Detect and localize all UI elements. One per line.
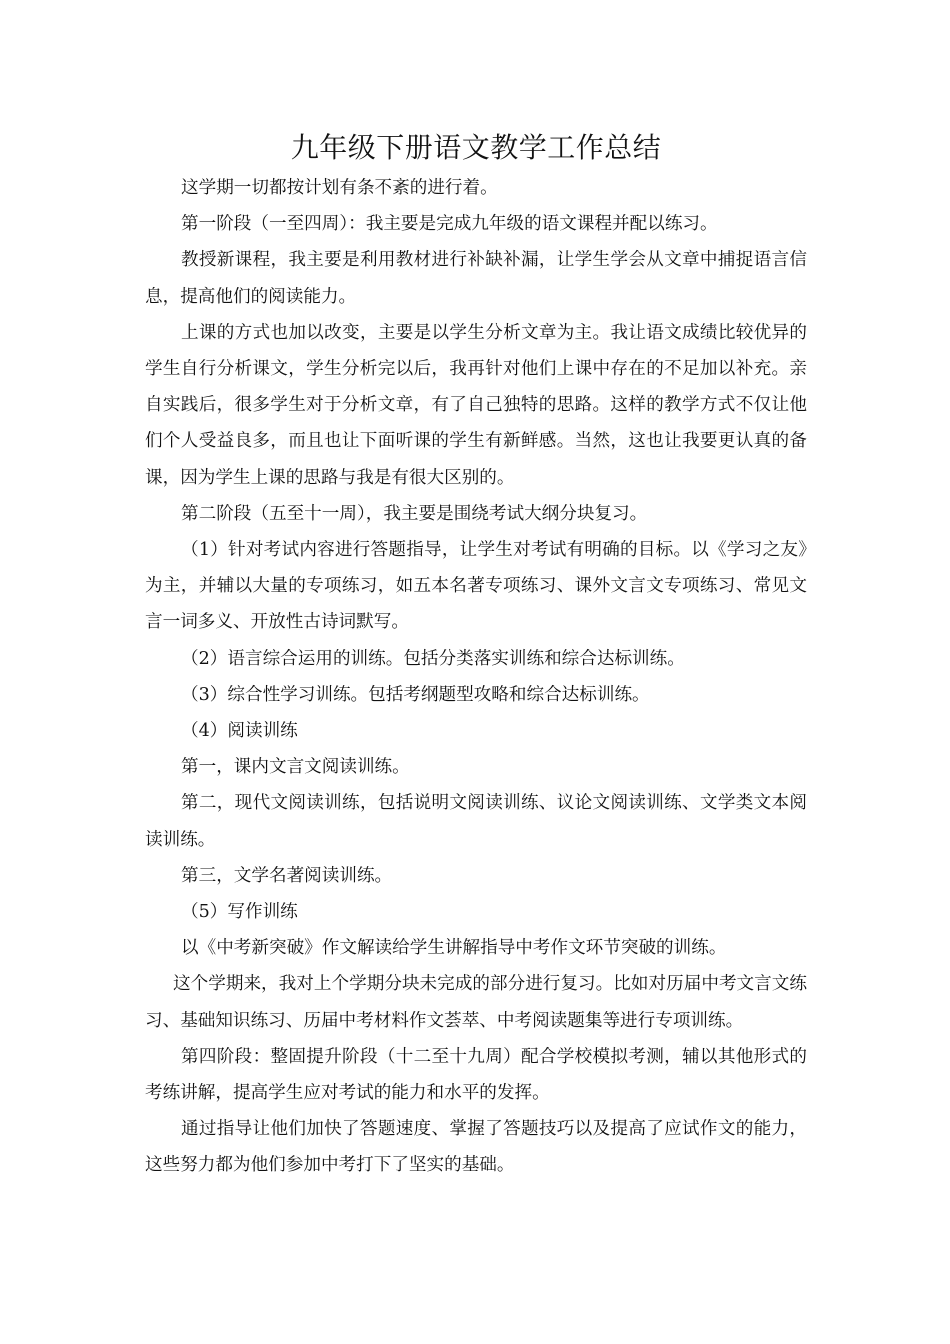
document-title: 九年级下册语文教学工作总结 [290,131,662,164]
paragraph-16: 第四阶段：整固提升阶段（十二至十九周）配合学校模拟考测，辅以其他形式的考练讲解，提高学生应对考试的能力和水平的发挥。 [145,1046,807,1104]
paragraph-17: 通过指导让他们加快了答题速度、掌握了答题技巧以及提高了应试作文的能力，这些努力都为他们参加中考打下了坚实的基础。 [145,1119,807,1176]
paragraph-13: （5）写作训练 [181,902,298,923]
paragraph-10: 第一，课内文言文阅读训练。 [181,757,410,778]
paragraph-4: 上课的方式也加以改变，主要是以学生分析文章为主。我让语文成绩比较优异的学生自行分析课文，学生分析完以后，我再针对他们上课中存在的不足加以补充。亲自实践后，很多学生对于分析文章，有了自己独特的思路。这样的教学方式不仅让他们个人受益良多，而且也让下面听课的学生有新鲜感。当然，这也让我要更认真的备课，因为学生上课的思路与我是有很大区别的。 [145,322,807,488]
paragraph-7: （2）语言综合运用的训练。包括分类落实训练和综合达标训练。 [181,648,685,669]
paragraph-6: （1）针对考试内容进行答题指导，让学生对考试有明确的目标。以《学习之友》为主，并辅以大量的专项练习，如五本名著专项练习、课外文言文专项练习、常见文言一词多义、开放性古诗词默写。 [145,540,807,633]
paragraph-12: 第三，文学名著阅读训练。 [181,865,393,886]
paragraph-2: 第一阶段（一至四周）：我主要是完成九年级的语文课程并配以练习。 [181,214,718,235]
paragraph-11: 第二，现代文阅读训练，包括说明文阅读训练、议论文阅读训练、文学类文本阅读训练。 [145,793,807,850]
document-body [145,128,807,1184]
paragraph-14: 以《中考新突破》作文解读给学生讲解指导中考作文环节突破的训练。 [181,938,727,959]
paragraph-5: 第二阶段（五至十一周），我主要是围绕考试大纲分块复习。 [181,503,648,524]
paragraph-3: 教授新课程，我主要是利用教材进行补缺补漏，让学生学会从文章中捕捉语言信息，提高他们的阅读能力。 [145,250,807,307]
paragraph-9: （4）阅读训练 [181,721,298,742]
paragraph-15: 这个学期来，我对上个学期分块未完成的部分进行复习。比如对历届中考文言文练习、基础知识练习、历届中考材料作文荟萃、中考阅读题集等进行专项训练。 [145,974,807,1031]
paragraph-1: 这学期一切都按计划有条不紊的进行着。 [181,178,498,198]
paragraph-8: （3）综合性学习训练。包括考纲题型攻略和综合达标训练。 [181,684,650,705]
